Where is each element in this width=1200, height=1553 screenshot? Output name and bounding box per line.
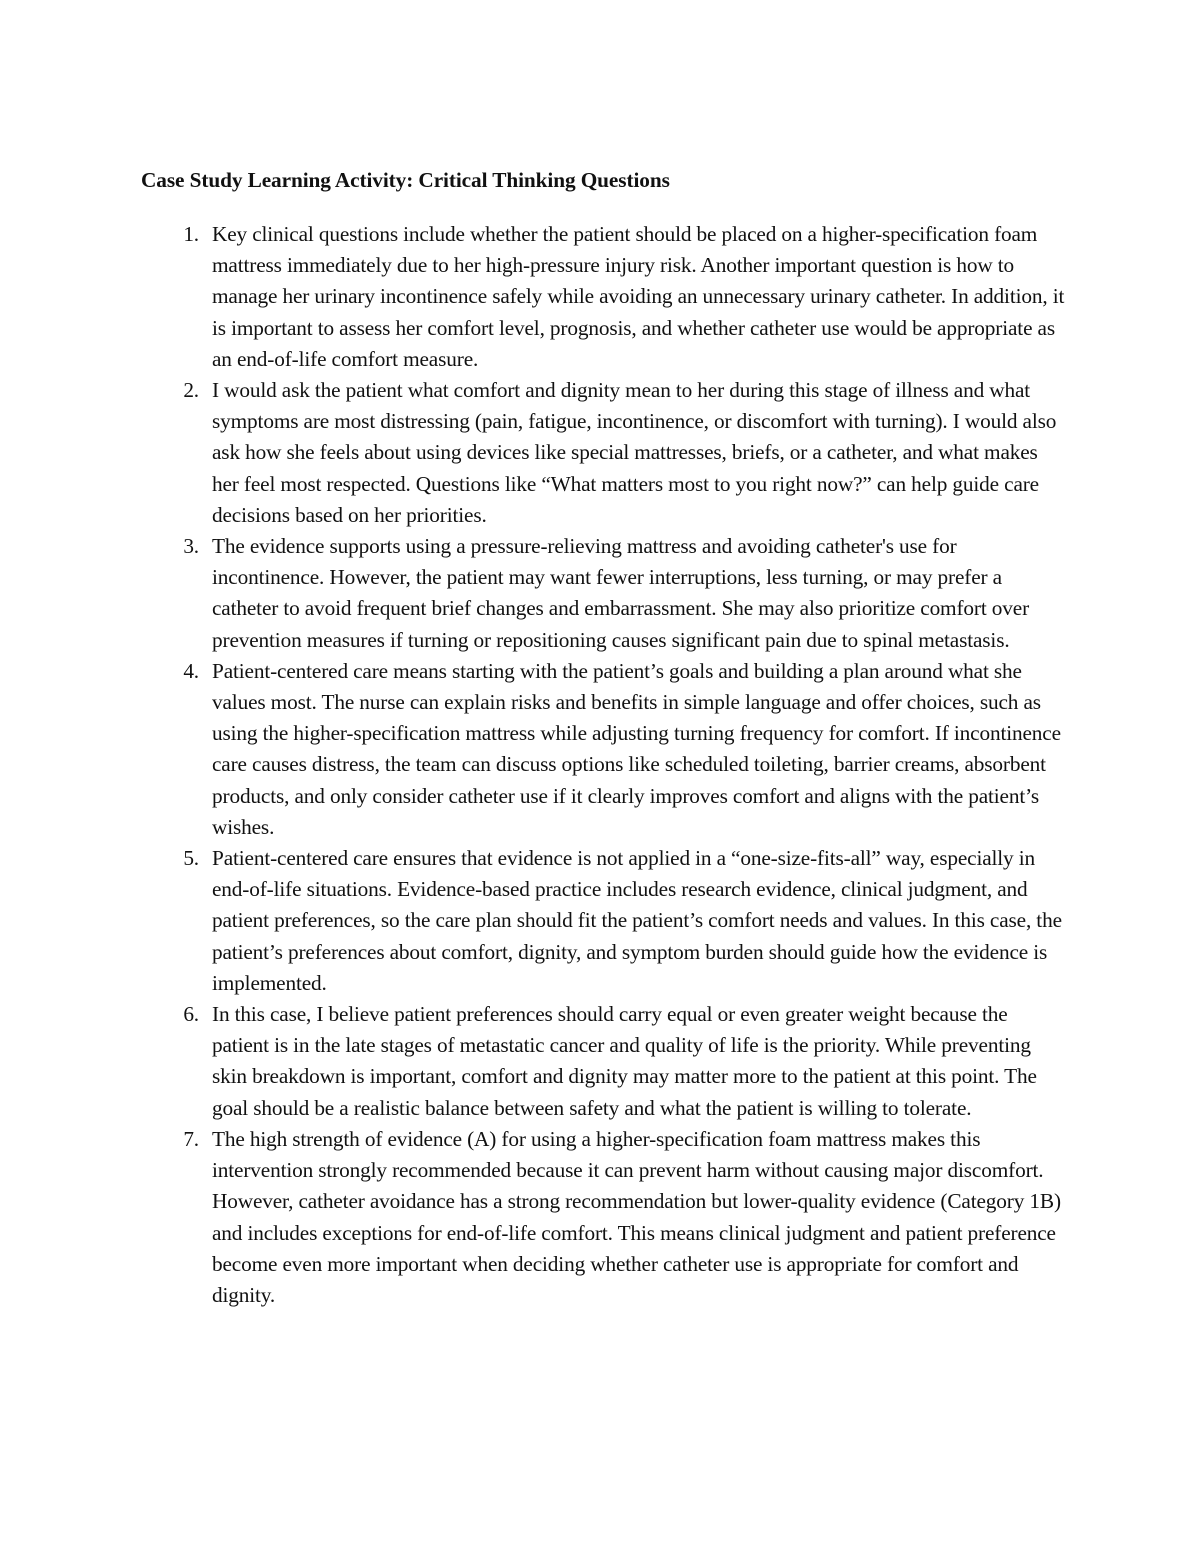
list-item bbox=[141, 531, 1066, 656]
list-item bbox=[141, 843, 1066, 999]
item-number: 1. bbox=[183, 222, 199, 246]
document-title: Case Study Learning Activity: Critical Thinking Questions bbox=[141, 168, 670, 192]
item-text: Patient-centered care means starting with the patient’s goals and building a plan around what she values most. The nurse can explain risks and benefits in simple language and offer choices, such as using the higher-specification mattress while adjusting turning frequency for comfort. If incontinence care causes distress, the team can discuss options like scheduled toileting, barrier creams, absorbent products, and only consider catheter use if it clearly improves comfort and aligns with the patient’s wishes. bbox=[212, 658, 1061, 839]
question-list bbox=[141, 219, 1066, 1311]
item-text: Patient-centered care ensures that evidence is not applied in a “one-size-fits-all” way, especially in end-of-life situations. Evidence-based practice includes research evidence, clinical judgment, and patient preferences, so the care plan should fit the patient’s comfort needs and values. In this case, the patient’s preferences about comfort, dignity, and symptom burden should guide how the evidence is implemented. bbox=[212, 846, 1062, 995]
item-text: Key clinical questions include whether the patient should be placed on a higher-specification foam mattress immediately due to her high-pressure injury risk. Another important question is how to manage her urinary incontinence safely while avoiding an unnecessary urinary catheter. In addition, it is important to assess her comfort level, prognosis, and whether catheter use would be appropriate as an end-of-life comfort measure. bbox=[212, 222, 1065, 371]
item-text: In this case, I believe patient preferences should carry equal or even greater weight because the patient is in the late stages of metastatic cancer and quality of life is the priority. While preventing skin breakdown is important, comfort and dignity may matter more to the patient at this point. The goal should be a realistic balance between safety and what the patient is willing to tolerate. bbox=[212, 1002, 1037, 1120]
item-number: 4. bbox=[183, 658, 199, 683]
list-item bbox=[141, 219, 1066, 375]
list-item bbox=[141, 656, 1066, 843]
item-text: The evidence supports using a pressure-relieving mattress and avoiding catheter's use for incontinence. However, the patient may want fewer interruptions, less turning, or may prefer a catheter to avoid frequent brief changes and embarrassment. She may also prioritize comfort over prevention measures if turning or repositioning causes significant pain due to spinal metastasis. bbox=[212, 534, 1030, 652]
item-text: I would ask the patient what comfort and dignity mean to her during this stage of illness and what symptoms are most distressing (pain, fatigue, incontinence, or discomfort with turning). I would also ask how she feels about using devices like special mattresses, briefs, or a catheter, and what makes her feel most respected. Questions like “What matters most to you right now?” can help guide care decisions based on her priorities. bbox=[212, 378, 1057, 527]
item-number: 6. bbox=[183, 1002, 199, 1027]
item-number: 7. bbox=[183, 1126, 199, 1151]
list-item bbox=[141, 999, 1066, 1124]
list-item bbox=[141, 375, 1066, 531]
item-number: 5. bbox=[183, 846, 199, 871]
list-item bbox=[141, 1124, 1066, 1311]
item-text: The high strength of evidence (A) for using a higher-specification foam mattress makes this intervention strongly recommended because it can prevent harm without causing major discomfort. However, catheter avoidance has a strong recommendation but lower-quality evidence (Category 1B) and includes exceptions for end-of-life comfort. This means clinical judgment and patient preference become even more important when deciding whether catheter use is appropriate for comfort and dignity. bbox=[212, 1126, 1061, 1307]
item-number: 2. bbox=[183, 378, 199, 403]
item-number: 3. bbox=[183, 534, 199, 559]
